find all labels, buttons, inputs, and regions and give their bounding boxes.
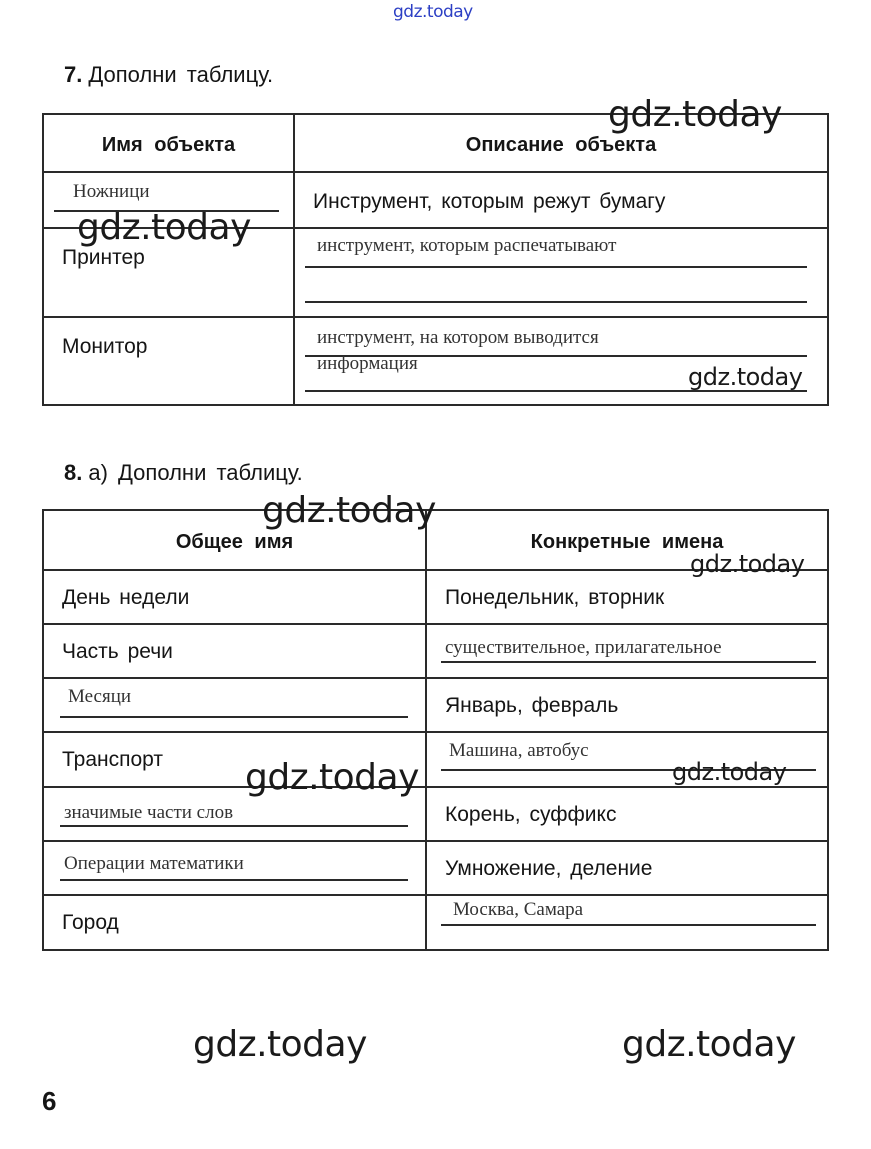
table-row <box>43 624 828 678</box>
answer-line <box>305 266 807 268</box>
header-general-name: Общее имя <box>175 531 294 553</box>
watermark: gdz.today <box>77 207 251 248</box>
header-object-name: Имя объекта <box>101 134 236 156</box>
watermark: gdz.today <box>672 758 787 786</box>
answer-line <box>441 924 816 926</box>
object-description-answer: инструмент, которым распечатывают <box>317 235 617 256</box>
answer-line <box>60 879 408 881</box>
table-row <box>43 787 828 841</box>
specific-names: Понедельник, вторник <box>445 586 665 609</box>
general-name: Транспорт <box>62 748 163 771</box>
specific-names-answer: Москва, Самара <box>453 899 584 920</box>
watermark: gdz.today <box>688 363 803 391</box>
table-row <box>43 317 828 405</box>
task-7-number: 7. <box>64 62 83 87</box>
watermark-top: gdz.today <box>393 2 473 22</box>
task-8-title-text: а) Дополни таблицу. <box>88 460 303 485</box>
object-name: Монитор <box>62 335 148 358</box>
task-7-title <box>64 62 273 88</box>
watermark: gdz.today <box>690 550 805 578</box>
general-name-answer: значимые части слов <box>64 802 234 823</box>
specific-names-answer: существительное, прилагательное <box>445 637 722 658</box>
object-description: Инструмент, которым режут бумагу <box>313 190 666 213</box>
task-8-title <box>64 460 303 486</box>
general-name: День недели <box>62 586 190 609</box>
specific-names: Январь, февраль <box>445 694 619 717</box>
header-object-description: Описание объекта <box>465 134 657 156</box>
task-8-number: 8. <box>64 460 83 485</box>
general-name-answer: Операции математики <box>64 853 244 874</box>
task-7-title-text: Дополни таблицу. <box>88 62 274 87</box>
table-row <box>43 678 828 732</box>
object-description-answer-line2: информация <box>317 353 418 374</box>
watermark: gdz.today <box>245 757 419 798</box>
watermark: gdz.today <box>262 490 436 531</box>
table-row <box>43 841 828 895</box>
general-name-answer: Месяци <box>68 686 132 707</box>
watermark: gdz.today <box>193 1024 367 1065</box>
answer-line <box>305 301 807 303</box>
object-description-answer-line1: инструмент, на котором выводится <box>317 327 599 348</box>
answer-line <box>60 825 408 827</box>
specific-names: Умножение, деление <box>445 857 653 880</box>
header-specific-names: Конкретные имена <box>530 531 724 553</box>
general-name: Часть речи <box>62 640 173 663</box>
page-number: 6 <box>42 1086 57 1116</box>
answer-line <box>60 716 408 718</box>
specific-names-answer: Машина, автобус <box>449 740 589 761</box>
specific-names: Корень, суффикс <box>445 803 617 826</box>
answer-line <box>441 661 816 663</box>
table-row <box>43 895 828 950</box>
object-name-answer: Ножници <box>73 181 150 202</box>
watermark: gdz.today <box>608 94 782 135</box>
object-name: Принтер <box>62 246 145 269</box>
table-row <box>43 570 828 624</box>
general-name: Город <box>62 911 119 934</box>
watermark: gdz.today <box>622 1024 796 1065</box>
